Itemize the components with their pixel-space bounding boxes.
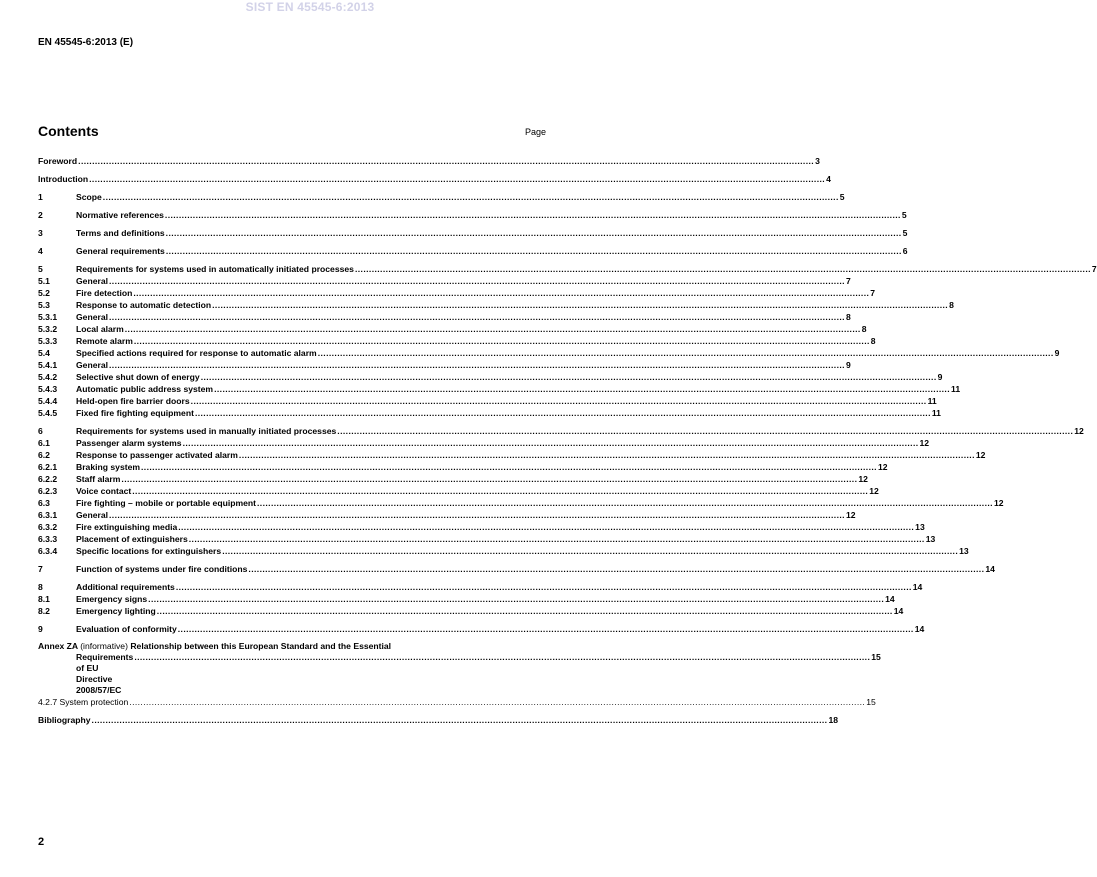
toc-entry-number: 6.3 xyxy=(38,498,50,508)
leader-dots xyxy=(109,275,845,287)
toc-entry-title: Function of systems under fire conditions xyxy=(76,564,248,574)
toc-entry[interactable] xyxy=(38,191,845,203)
annex-qualifier: (informative) xyxy=(80,641,128,651)
toc-entry-page: 13 xyxy=(959,546,969,556)
toc-entry[interactable] xyxy=(38,473,868,485)
toc-entry-page: 7 xyxy=(1091,264,1097,274)
toc-entry-title: Braking system xyxy=(76,462,141,472)
toc-entry-number: 5.4.3 xyxy=(38,384,58,394)
toc-entry[interactable] xyxy=(38,245,908,257)
toc-entry-page: 12 xyxy=(877,462,888,472)
toc-entry[interactable] xyxy=(38,227,908,239)
toc-entry-title: Selective shut down of energy xyxy=(76,372,200,382)
toc-entry-number: 5.3.2 xyxy=(38,324,58,334)
toc-entry-title: Emergency signs xyxy=(76,594,148,604)
toc-entry-number: 6.3.2 xyxy=(38,522,58,532)
toc-entry-number: 5.2 xyxy=(38,288,50,298)
toc-entry-page: 12 xyxy=(869,486,879,496)
leader-dots xyxy=(166,245,902,257)
toc-entry[interactable] xyxy=(38,359,851,371)
toc-entry[interactable] xyxy=(38,383,961,395)
toc-entry-title: Emergency lighting xyxy=(76,606,156,616)
toc-entry-title: Fixed fire fighting equipment xyxy=(76,408,194,418)
toc-entry-title: General xyxy=(76,312,109,322)
leader-dots xyxy=(178,623,914,635)
leader-dots xyxy=(248,563,984,575)
toc-entry-number: 5.3.3 xyxy=(38,336,58,346)
toc-entry-title: General xyxy=(76,360,109,370)
toc-entry[interactable] xyxy=(38,335,876,347)
annex-sub-title: 4.2.7 System protection xyxy=(38,697,129,707)
toc-entry-page: 5 xyxy=(902,228,908,238)
leader-dots xyxy=(166,227,902,239)
toc-entry-page: 5 xyxy=(901,210,907,220)
toc-entry-page: 14 xyxy=(912,582,923,592)
annex-sub-page: 15 xyxy=(866,697,876,707)
leader-dots xyxy=(89,173,825,185)
bibliography-title: Bibliography xyxy=(38,715,91,725)
bibliography-page: 18 xyxy=(828,715,839,725)
toc-entry[interactable] xyxy=(38,263,1097,275)
toc-entry-page: 7 xyxy=(870,288,876,298)
leader-dots xyxy=(92,714,828,726)
toc-entry-number: 8.2 xyxy=(38,606,50,616)
annex-page: 15 xyxy=(871,652,881,662)
toc-entry-page: 9 xyxy=(845,360,851,370)
toc-entry-title: Introduction xyxy=(38,174,89,184)
toc-entry[interactable] xyxy=(38,623,925,635)
toc-entry[interactable] xyxy=(38,347,1060,359)
leader-dots xyxy=(157,605,893,617)
toc-entry-title: Automatic public address system xyxy=(76,384,214,394)
toc-entry-title: Normative references xyxy=(76,210,164,220)
toc-entry-page: 3 xyxy=(815,156,820,166)
toc-entry-page: 14 xyxy=(885,594,895,604)
toc-entry-page: 7 xyxy=(845,276,851,286)
toc-entry-number: 4 xyxy=(38,246,43,256)
toc-entry[interactable] xyxy=(38,533,936,545)
page-number: 2 xyxy=(38,836,45,848)
leader-dots xyxy=(355,263,1091,275)
toc-entry[interactable] xyxy=(38,425,1084,437)
toc-entry-number: 2 xyxy=(38,210,43,220)
toc-entry-page: 9 xyxy=(1054,348,1060,358)
toc-entry-title: Terms and definitions xyxy=(76,228,165,238)
leader-dots xyxy=(191,395,927,407)
toc-entry[interactable] xyxy=(38,209,907,221)
toc-entries xyxy=(38,155,1097,635)
leader-dots xyxy=(178,521,914,533)
leader-dots xyxy=(222,545,958,557)
toc-entry-title: Held-open fire barrier doors xyxy=(76,396,190,406)
toc-entry-number: 6.2.2 xyxy=(38,474,58,484)
toc-entry-title: Voice contact xyxy=(76,486,132,496)
toc-entry-title: General xyxy=(76,276,109,286)
watermark: SIST EN 45545-6:2013 xyxy=(245,0,375,14)
toc-entry-title: Local alarm xyxy=(76,324,124,334)
toc-entry-title: Evaluation of conformity xyxy=(76,624,177,634)
toc-entry-title: Additional requirements xyxy=(76,582,175,592)
toc-entry-page: 14 xyxy=(914,624,925,634)
toc-entry[interactable] xyxy=(38,563,995,575)
toc-entry-page: 9 xyxy=(937,372,943,382)
toc-entry-number: 5.3.1 xyxy=(38,312,58,322)
leader-dots xyxy=(129,696,865,708)
toc-entry-page: 11 xyxy=(931,408,941,418)
toc-entry[interactable] xyxy=(38,275,851,287)
toc-entry[interactable] xyxy=(38,461,888,473)
leader-dots xyxy=(201,371,937,383)
leader-dots xyxy=(134,335,870,347)
toc-entry-title: Foreword xyxy=(38,156,78,166)
toc-entry[interactable] xyxy=(38,593,895,605)
toc-entry-number: 1 xyxy=(38,192,43,202)
toc-entry-page: 13 xyxy=(915,522,925,532)
toc-entry-title: Specific locations for extinguishers xyxy=(76,546,222,556)
toc-entry-page: 14 xyxy=(893,606,904,616)
toc-entry-page: 5 xyxy=(839,192,845,202)
leader-dots xyxy=(109,359,845,371)
leader-dots xyxy=(133,287,869,299)
toc-entry-number: 6 xyxy=(38,426,43,436)
toc-entry-page: 12 xyxy=(858,474,868,484)
toc-entry-page: 12 xyxy=(919,438,930,448)
toc-entry[interactable] xyxy=(38,323,867,335)
toc-entry-page: 4 xyxy=(826,174,831,184)
leader-dots xyxy=(134,652,870,663)
toc-entry[interactable] xyxy=(38,497,1004,509)
toc-entry-number: 6.3.3 xyxy=(38,534,58,544)
leader-dots xyxy=(257,497,993,509)
toc-entry-title: Placement of extinguishers xyxy=(76,534,188,544)
document-id: EN 45545-6:2013 (E) xyxy=(38,37,134,48)
toc-entry-page: 12 xyxy=(993,498,1004,508)
toc-entry-number: 8 xyxy=(38,582,43,592)
leader-dots xyxy=(148,593,884,605)
toc-entry-page: 13 xyxy=(925,534,936,544)
toc-entry[interactable] xyxy=(38,545,969,557)
toc-entry-page: 12 xyxy=(845,510,856,520)
toc-entry-number: 5.4.5 xyxy=(38,408,58,418)
toc-entry[interactable] xyxy=(38,299,954,311)
toc-entry-number: 9 xyxy=(38,624,43,634)
toc-entry-number: 8.1 xyxy=(38,594,50,604)
toc-entry-page: 6 xyxy=(902,246,908,256)
toc-entry[interactable] xyxy=(38,581,923,593)
annex-title-line2: Requirements of EU Directive 2008/57/EC xyxy=(76,652,134,695)
toc-entry[interactable] xyxy=(38,155,820,167)
page-column-label: Page xyxy=(524,127,546,137)
leader-dots xyxy=(214,383,950,395)
toc-entry-title: Requirements for systems used in automatically initiated processes xyxy=(76,264,354,274)
toc-entry[interactable] xyxy=(38,509,856,521)
leader-dots xyxy=(125,323,861,335)
table-of-contents xyxy=(38,155,1097,726)
contents-title: Contents xyxy=(38,123,99,139)
annex-label: Annex ZA xyxy=(38,641,78,651)
toc-entry-page: 8 xyxy=(870,336,876,346)
toc-annex-entry[interactable] xyxy=(38,641,881,696)
toc-entry-number: 7 xyxy=(38,564,43,574)
toc-entry-number: 5.4.1 xyxy=(38,360,58,370)
toc-entry-title: Remote alarm xyxy=(76,336,133,346)
toc-entry-number: 6.2.1 xyxy=(38,462,58,472)
toc-entry-title: Fire fighting – mobile or portable equipment xyxy=(76,498,256,508)
toc-entry-number: 6.3.4 xyxy=(38,546,58,556)
toc-entry[interactable] xyxy=(38,485,879,497)
toc-entry-page: 11 xyxy=(951,384,961,394)
toc-entry-number: 5.4 xyxy=(38,348,50,358)
leader-dots xyxy=(212,299,948,311)
toc-entry-title: General requirements xyxy=(76,246,165,256)
toc-entry[interactable] xyxy=(38,437,930,449)
toc-entry-page: 12 xyxy=(1074,426,1084,436)
toc-entry-title: Fire detection xyxy=(76,288,133,298)
toc-entry[interactable] xyxy=(38,407,941,419)
toc-entry[interactable] xyxy=(38,605,904,617)
toc-entry[interactable] xyxy=(38,371,943,383)
toc-entry-number: 6.3.1 xyxy=(38,510,58,520)
leader-dots xyxy=(109,509,845,521)
leader-dots xyxy=(78,155,814,167)
toc-entry-number: 6.2.3 xyxy=(38,486,58,496)
toc-entry-page: 11 xyxy=(927,396,937,406)
leader-dots xyxy=(337,425,1073,437)
leader-dots xyxy=(132,485,868,497)
leader-dots xyxy=(109,311,845,323)
toc-entry[interactable] xyxy=(38,311,851,323)
toc-entry-number: 5.3 xyxy=(38,300,50,310)
toc-entry-title: Specified actions required for response to automatic alarm xyxy=(76,348,317,358)
toc-entry-page: 8 xyxy=(949,300,954,310)
leader-dots xyxy=(183,437,919,449)
toc-entry-page: 8 xyxy=(845,312,851,322)
leader-dots xyxy=(165,209,901,221)
leader-dots xyxy=(239,449,975,461)
leader-dots xyxy=(176,581,912,593)
toc-entry-title: Response to passenger activated alarm xyxy=(76,450,238,460)
toc-entry-page: 12 xyxy=(975,450,986,460)
toc-entry-number: 5 xyxy=(38,264,43,274)
toc-entry-page: 8 xyxy=(861,324,867,334)
leader-dots xyxy=(195,407,931,419)
toc-entry-title: General xyxy=(76,510,109,520)
toc-entry[interactable] xyxy=(38,449,986,461)
toc-entry-number: 5.1 xyxy=(38,276,50,286)
leader-dots xyxy=(103,191,839,203)
toc-entry-title: Scope xyxy=(76,192,102,202)
toc-entry-title: Response to automatic detection xyxy=(76,300,212,310)
toc-entry-number: 5.4.4 xyxy=(38,396,58,406)
toc-entry-number: 6.1 xyxy=(38,438,50,448)
leader-dots xyxy=(189,533,925,545)
leader-dots xyxy=(121,473,857,485)
toc-entry-number: 3 xyxy=(38,228,43,238)
annex-title-line1: Relationship between this European Standard and the Essential xyxy=(130,641,392,651)
leader-dots xyxy=(318,347,1054,359)
toc-entry-title: Passenger alarm systems xyxy=(76,438,182,448)
toc-annex-sub-entry[interactable] xyxy=(38,696,876,708)
toc-entry-number: 5.4.2 xyxy=(38,372,58,382)
toc-entry-title: Staff alarm xyxy=(76,474,121,484)
toc-entry[interactable] xyxy=(38,287,876,299)
toc-entry[interactable] xyxy=(38,395,937,407)
toc-entry-page: 14 xyxy=(985,564,995,574)
toc-bibliography-entry[interactable] xyxy=(38,714,839,726)
leader-dots xyxy=(141,461,877,473)
toc-entry-title: Fire extinguishing media xyxy=(76,522,178,532)
toc-entry-number: 6.2 xyxy=(38,450,50,460)
toc-entry-title: Requirements for systems used in manually initiated processes xyxy=(76,426,337,436)
toc-entry[interactable] xyxy=(38,173,831,185)
toc-entry[interactable] xyxy=(38,521,925,533)
